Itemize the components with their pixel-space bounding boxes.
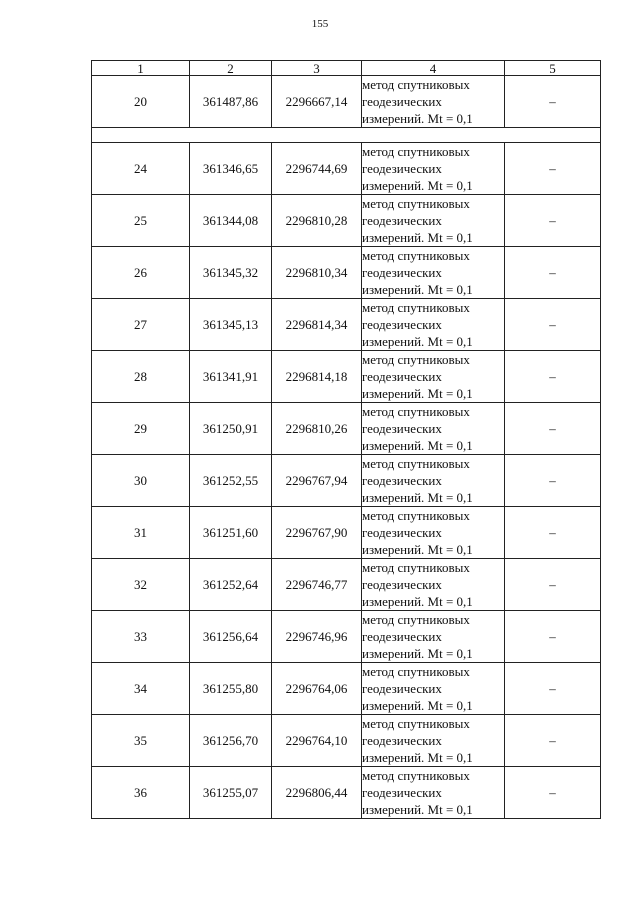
method-cell [362, 143, 505, 195]
method-line: метод спутниковых [362, 612, 470, 627]
y-coordinate-cell: 2296746,77 [272, 559, 362, 611]
gap-row [92, 128, 601, 143]
method-line: измерений. Mt = 0,1 [362, 646, 473, 661]
table-body-top [92, 76, 601, 128]
point-number-cell: 29 [92, 403, 190, 455]
method-line: геодезических [362, 681, 442, 696]
table-header-row [92, 61, 601, 76]
table-row [92, 455, 601, 507]
method-line: метод спутниковых [362, 508, 470, 523]
method-line: измерений. Mt = 0,1 [362, 542, 473, 557]
note-cell: – [505, 611, 601, 663]
table-row [92, 507, 601, 559]
point-number-cell: 34 [92, 663, 190, 715]
y-coordinate-cell: 2296764,06 [272, 663, 362, 715]
point-number-cell: 24 [92, 143, 190, 195]
y-coordinate-cell: 2296810,28 [272, 195, 362, 247]
x-coordinate-cell: 361250,91 [190, 403, 272, 455]
point-number-cell: 25 [92, 195, 190, 247]
point-number-cell: 27 [92, 299, 190, 351]
table-body-main [92, 143, 601, 819]
method-cell [362, 299, 505, 351]
note-cell: – [505, 195, 601, 247]
table-row [92, 767, 601, 819]
x-coordinate-cell: 361487,86 [190, 76, 272, 128]
table-row [92, 611, 601, 663]
point-number-cell: 32 [92, 559, 190, 611]
note-cell: – [505, 767, 601, 819]
note-cell: – [505, 715, 601, 767]
method-cell [362, 195, 505, 247]
method-line: метод спутниковых [362, 456, 470, 471]
note-cell: – [505, 403, 601, 455]
table-row [92, 715, 601, 767]
method-line: геодезических [362, 577, 442, 592]
y-coordinate-cell: 2296806,44 [272, 767, 362, 819]
method-cell [362, 403, 505, 455]
method-line: метод спутниковых [362, 768, 470, 783]
x-coordinate-cell: 361251,60 [190, 507, 272, 559]
y-coordinate-cell: 2296810,34 [272, 247, 362, 299]
table-row [92, 247, 601, 299]
method-line: геодезических [362, 213, 442, 228]
table-row [92, 76, 601, 128]
y-coordinate-cell: 2296767,90 [272, 507, 362, 559]
method-line: геодезических [362, 265, 442, 280]
note-cell: – [505, 507, 601, 559]
column-header: 2 [190, 61, 272, 76]
y-coordinate-cell: 2296767,94 [272, 455, 362, 507]
x-coordinate-cell: 361256,70 [190, 715, 272, 767]
method-line: измерений. Mt = 0,1 [362, 594, 473, 609]
method-line: измерений. Mt = 0,1 [362, 802, 473, 817]
method-line: геодезических [362, 629, 442, 644]
method-line: геодезических [362, 473, 442, 488]
column-header: 1 [92, 61, 190, 76]
y-coordinate-cell: 2296764,10 [272, 715, 362, 767]
method-cell [362, 247, 505, 299]
y-coordinate-cell: 2296746,96 [272, 611, 362, 663]
note-cell: – [505, 76, 601, 128]
method-line: метод спутниковых [362, 248, 470, 263]
x-coordinate-cell: 361341,91 [190, 351, 272, 403]
gap-cell [92, 128, 601, 143]
note-cell: – [505, 455, 601, 507]
method-cell [362, 767, 505, 819]
table-row [92, 559, 601, 611]
method-line: измерений. Mt = 0,1 [362, 750, 473, 765]
coordinates-table [91, 60, 601, 819]
table-row [92, 663, 601, 715]
column-header: 4 [362, 61, 505, 76]
method-line: метод спутниковых [362, 664, 470, 679]
x-coordinate-cell: 361252,64 [190, 559, 272, 611]
method-line: измерений. Mt = 0,1 [362, 438, 473, 453]
y-coordinate-cell: 2296667,14 [272, 76, 362, 128]
note-cell: – [505, 247, 601, 299]
x-coordinate-cell: 361255,80 [190, 663, 272, 715]
note-cell: – [505, 559, 601, 611]
method-line: геодезических [362, 785, 442, 800]
note-cell: – [505, 299, 601, 351]
method-line: метод спутниковых [362, 300, 470, 315]
x-coordinate-cell: 361255,07 [190, 767, 272, 819]
method-line: измерений. Mt = 0,1 [362, 111, 473, 126]
point-number-cell: 36 [92, 767, 190, 819]
method-line: метод спутниковых [362, 144, 470, 159]
method-cell [362, 559, 505, 611]
method-cell [362, 663, 505, 715]
method-line: метод спутниковых [362, 404, 470, 419]
note-cell: – [505, 143, 601, 195]
note-cell: – [505, 351, 601, 403]
method-line: измерений. Mt = 0,1 [362, 282, 473, 297]
point-number-cell: 33 [92, 611, 190, 663]
table-gap [92, 128, 601, 143]
x-coordinate-cell: 361252,55 [190, 455, 272, 507]
table-row [92, 351, 601, 403]
table-row [92, 143, 601, 195]
y-coordinate-cell: 2296814,18 [272, 351, 362, 403]
table-row [92, 195, 601, 247]
method-cell [362, 351, 505, 403]
x-coordinate-cell: 361256,64 [190, 611, 272, 663]
column-header: 5 [505, 61, 601, 76]
x-coordinate-cell: 361345,32 [190, 247, 272, 299]
y-coordinate-cell: 2296814,34 [272, 299, 362, 351]
method-cell [362, 455, 505, 507]
x-coordinate-cell: 361345,13 [190, 299, 272, 351]
note-cell: – [505, 663, 601, 715]
method-line: геодезических [362, 317, 442, 332]
method-line: геодезических [362, 733, 442, 748]
page-number: 155 [311, 18, 329, 30]
method-line: метод спутниковых [362, 352, 470, 367]
method-line: геодезических [362, 161, 442, 176]
method-line: метод спутниковых [362, 77, 470, 92]
method-cell [362, 715, 505, 767]
method-line: измерений. Mt = 0,1 [362, 490, 473, 505]
column-header: 3 [272, 61, 362, 76]
point-number-cell: 31 [92, 507, 190, 559]
point-number-cell: 26 [92, 247, 190, 299]
method-cell [362, 611, 505, 663]
method-line: геодезических [362, 94, 442, 109]
method-line: геодезических [362, 369, 442, 384]
point-number-cell: 35 [92, 715, 190, 767]
table-row [92, 403, 601, 455]
method-line: измерений. Mt = 0,1 [362, 698, 473, 713]
point-number-cell: 30 [92, 455, 190, 507]
method-line: метод спутниковых [362, 560, 470, 575]
y-coordinate-cell: 2296744,69 [272, 143, 362, 195]
method-line: метод спутниковых [362, 196, 470, 211]
method-cell [362, 76, 505, 128]
method-line: геодезических [362, 525, 442, 540]
table-row [92, 299, 601, 351]
method-line: геодезических [362, 421, 442, 436]
point-number-cell: 20 [92, 76, 190, 128]
method-cell [362, 507, 505, 559]
method-line: измерений. Mt = 0,1 [362, 386, 473, 401]
method-line: измерений. Mt = 0,1 [362, 178, 473, 193]
point-number-cell: 28 [92, 351, 190, 403]
x-coordinate-cell: 361344,08 [190, 195, 272, 247]
method-line: измерений. Mt = 0,1 [362, 334, 473, 349]
y-coordinate-cell: 2296810,26 [272, 403, 362, 455]
method-line: метод спутниковых [362, 716, 470, 731]
x-coordinate-cell: 361346,65 [190, 143, 272, 195]
method-line: измерений. Mt = 0,1 [362, 230, 473, 245]
